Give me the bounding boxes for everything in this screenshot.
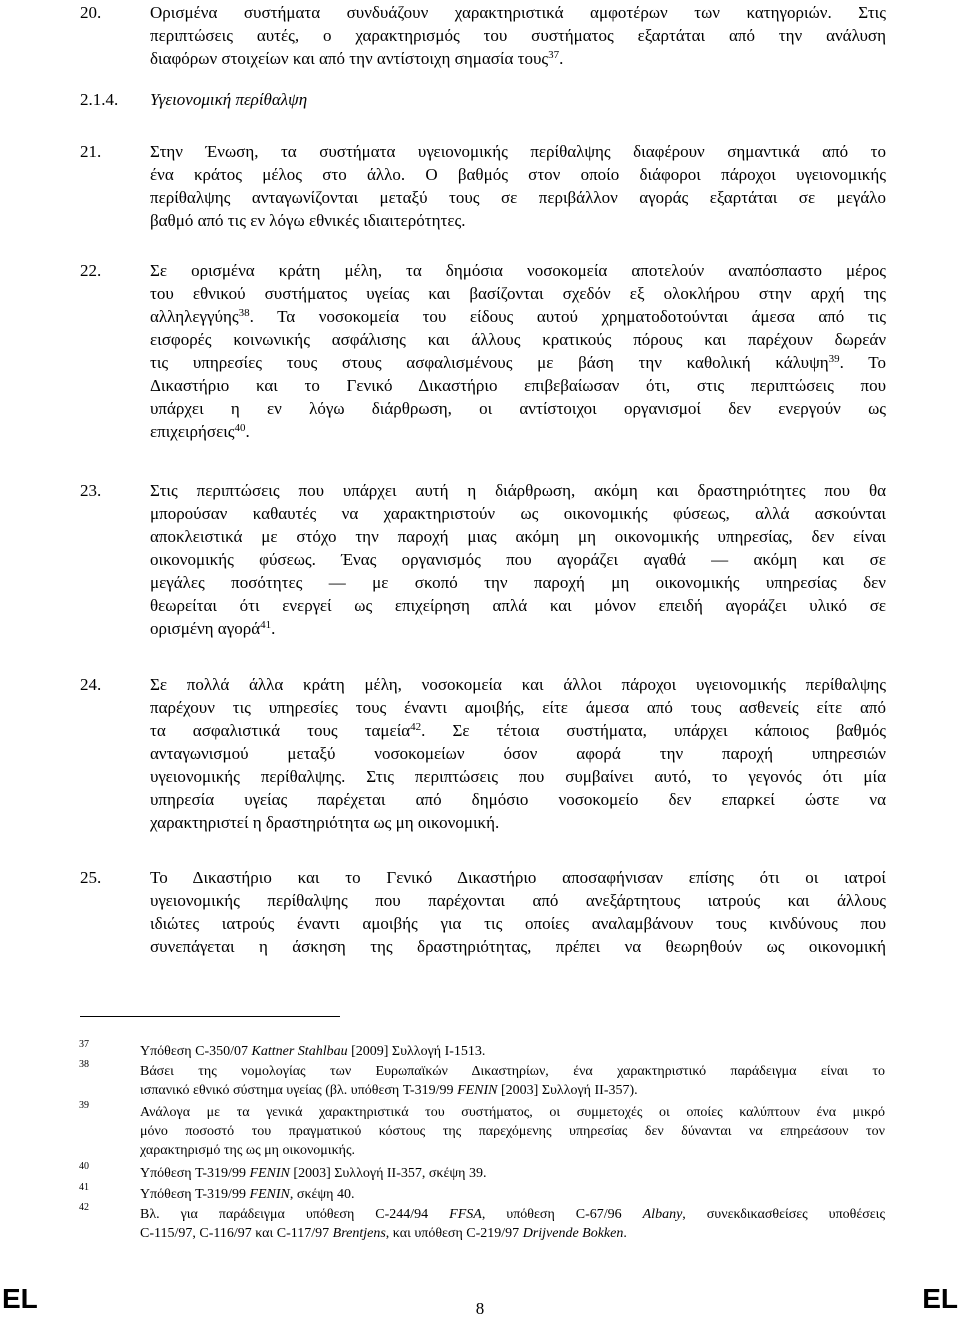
section-number: 2.1.4. xyxy=(80,90,119,109)
footnote-text: Υπόθεση T-319/99 FENIN, σκέψη 40. xyxy=(140,1187,355,1202)
footnote-text: Βάσει της νομολογίας των Ευρωπαϊκών Δικαστηρίων, ένα χαρακτηριστικό παράδειγμα είναι το ισπανικό εθνικό σύστημα υγείας (βλ. υπόθεση T-319/99 FENIN [2003] Συλλογή II-357). xyxy=(140,1064,885,1098)
paragraph-number: 24. xyxy=(80,675,102,694)
footnote-ref-38[interactable]: 38 xyxy=(238,307,250,319)
paragraph-number: 20. xyxy=(80,3,102,22)
paragraph-text: Σε πολλά άλλα κράτη μέλη, νοσοκομεία και άλλοι πάροχοι υγειονομικής περίθαλψης παρέχουν τις υπηρεσίες τους έναντι αμοιβής, είτε άμεσα από τους ασθενείς είτε από τα ασφαλιστικά τους ταμεία$^{42}$. Σε τέτοια συστήματα, υπάρχει κάποιος βαθμός ανταγωνισμού μεταξύ νοσοκομείων όσον αφορά την παροχή υπηρεσιών υγειονομικής περίθαλψης. Στις περιπτώσεις που συμβαίνει αυτό, το γεγονός ότι μία υπηρεσία υγείας παρέχεται από δημόσιο νοσοκομείο δεν επαρκεί ώστε να χαρακτηριστεί η δραστηριότητα ως μη οικονομική. xyxy=(150,675,886,832)
language-code-right: EL xyxy=(922,1283,958,1314)
footnote-number: 39 xyxy=(79,1100,89,1111)
footnote-ref-37[interactable]: 37 xyxy=(548,49,560,61)
footnote-ref-40[interactable]: 40 xyxy=(234,422,246,434)
language-code-left: EL xyxy=(2,1283,38,1314)
paragraph-text: Ορισμένα συστήματα συνδυάζουν χαρακτηριστικά αμφοτέρων των κατηγοριών. Στις περιπτώσεις αυτές, ο χαρακτηρισμός του συστήματος εξαρτάται από την ανάλυση διαφόρων στοιχείων και από την αντίστοιχη σημασία τους$^{37}$. xyxy=(150,3,886,68)
paragraph-number: 21. xyxy=(80,142,102,161)
paragraph-text: Σε ορισμένα κράτη μέλη, τα δημόσια νοσοκομεία αποτελούν αναπόσπαστο μέρος του εθνικού συστήματος υγείας και βασίζονται σχεδόν εξ ολοκλήρου στην αρχή της αλληλεγγύης$^{38}$. Τα νοσοκομεία του είδους αυτού χρηματοδοτούνται άμεσα από τις εισφορές κοινωνικής ασφάλισης και άλλους κρατικούς πόρους και παρέχουν δωρεάν τις υπηρεσίες τους στους ασφαλισμένους με βάση την καθολική κάλυψη$^{39}$. Το Δικαστήριο και το Γενικό Δικαστήριο επιβεβαίωσαν ότι, στις περιπτώσεις που υπάρχει η εν λόγω διάρθρωση, οι αντίστοιχοι οργανισμοί δεν ενεργούν ως επιχειρήσεις$^{40}$. xyxy=(150,261,886,441)
page-number: 8 xyxy=(475,1299,485,1318)
footnote-text: Υπόθεση C-350/07 Kattner Stahlbau [2009] Συλλογή I-1513. xyxy=(140,1044,486,1059)
footnote-text: Ανάλογα με τα γενικά χαρακτηριστικά του συστήματος, οι συμμετοχές οι οποίες καλύπτουν ένα μικρό μόνο ποσοστό του πραγματικού κόστους της παρεχόμενης υπηρεσίας δεν δύνανται να επηρεάσουν τον χαρακτηρισμό της ως μη οικονομικής. xyxy=(140,1105,885,1158)
paragraph-text: Το Δικαστήριο και το Γενικό Δικαστήριο αποσαφήνισαν επίσης ότι οι ιατροί υγειονομικής περίθαλψης που παρέχονται από ανεξάρτητους ιατρούς και άλλους ιδιώτες ιατρούς έναντι αμοιβής για τις οποίες αναλαμβάνουν τους κινδύνους που συνεπάγεται η άσκηση της δραστηριότητας, πρέπει να θεωρηθούν ως οικονομική xyxy=(150,868,886,956)
paragraph-number: 23. xyxy=(80,481,102,500)
paragraph-text: Στην Ένωση, τα συστήματα υγειονομικής περίθαλψης διαφέρουν σημαντικά από το ένα κράτος μέλος στο άλλο. Ο βαθμός στον οποίο διάφοροι πάροχοι υγειονομικής περίθαλψης ανταγωνίζονται μεταξύ τους σε περιβάλλον αγοράς εξαρτάται σε μεγάλο βαθμό από τις εν λόγω εθνικές ιδιαιτερότητες. xyxy=(150,142,886,230)
footnote-number: 38 xyxy=(79,1059,89,1070)
footnote-number: 37 xyxy=(79,1039,89,1050)
paragraph-text: Στις περιπτώσεις που υπάρχει αυτή η διάρθρωση, ακόμη και δραστηριότητες που θα μπορούσαν καθαυτές να χαρακτηριστούν ως οικονομικής φύσεως, αλλά ασκούνται αποκλειστικά με στόχο την παροχή μιας ακόμη μη οικονομικής υπηρεσίας, δεν είναι οικονομικής φύσεως. Ένας οργανισμός που αγοράζει αγαθά — ακόμη και σε μεγάλες ποσότητες — με σκοπό την παροχή μη οικονομικής υπηρεσίας δεν θεωρείται ότι ενεργεί ως επιχείρηση απλά και μόνον επειδή αγοράζει υλικό σε ορισμένη αγορά$^{41}$. xyxy=(150,481,886,638)
footnote-text: Βλ. για παράδειγμα υπόθεση C-244/94 FFSA, υπόθεση C-67/96 Albany, συνεκδικασθείσες υποθέσεις C-115/97, C-116/97 και C-117/97 Brentjens, και υπόθεση C-219/97 Drijvende Bokken. xyxy=(140,1207,885,1241)
footnote-text: Υπόθεση T-319/99 FENIN [2003] Συλλογή II-357, σκέψη 39. xyxy=(140,1166,487,1181)
footnote-ref-39[interactable]: 39 xyxy=(828,353,840,365)
footnote-ref-42[interactable]: 42 xyxy=(410,721,422,733)
footnote-number: 40 xyxy=(79,1161,89,1172)
footnote-number: 41 xyxy=(79,1182,89,1193)
footnote-separator xyxy=(80,1016,340,1017)
footnote-number: 42 xyxy=(79,1202,89,1213)
paragraph-number: 22. xyxy=(80,261,102,280)
paragraph-number: 25. xyxy=(80,868,102,887)
section-title: Υγειονομική περίθαλψη xyxy=(150,90,308,109)
footnote-ref-41[interactable]: 41 xyxy=(260,619,272,631)
